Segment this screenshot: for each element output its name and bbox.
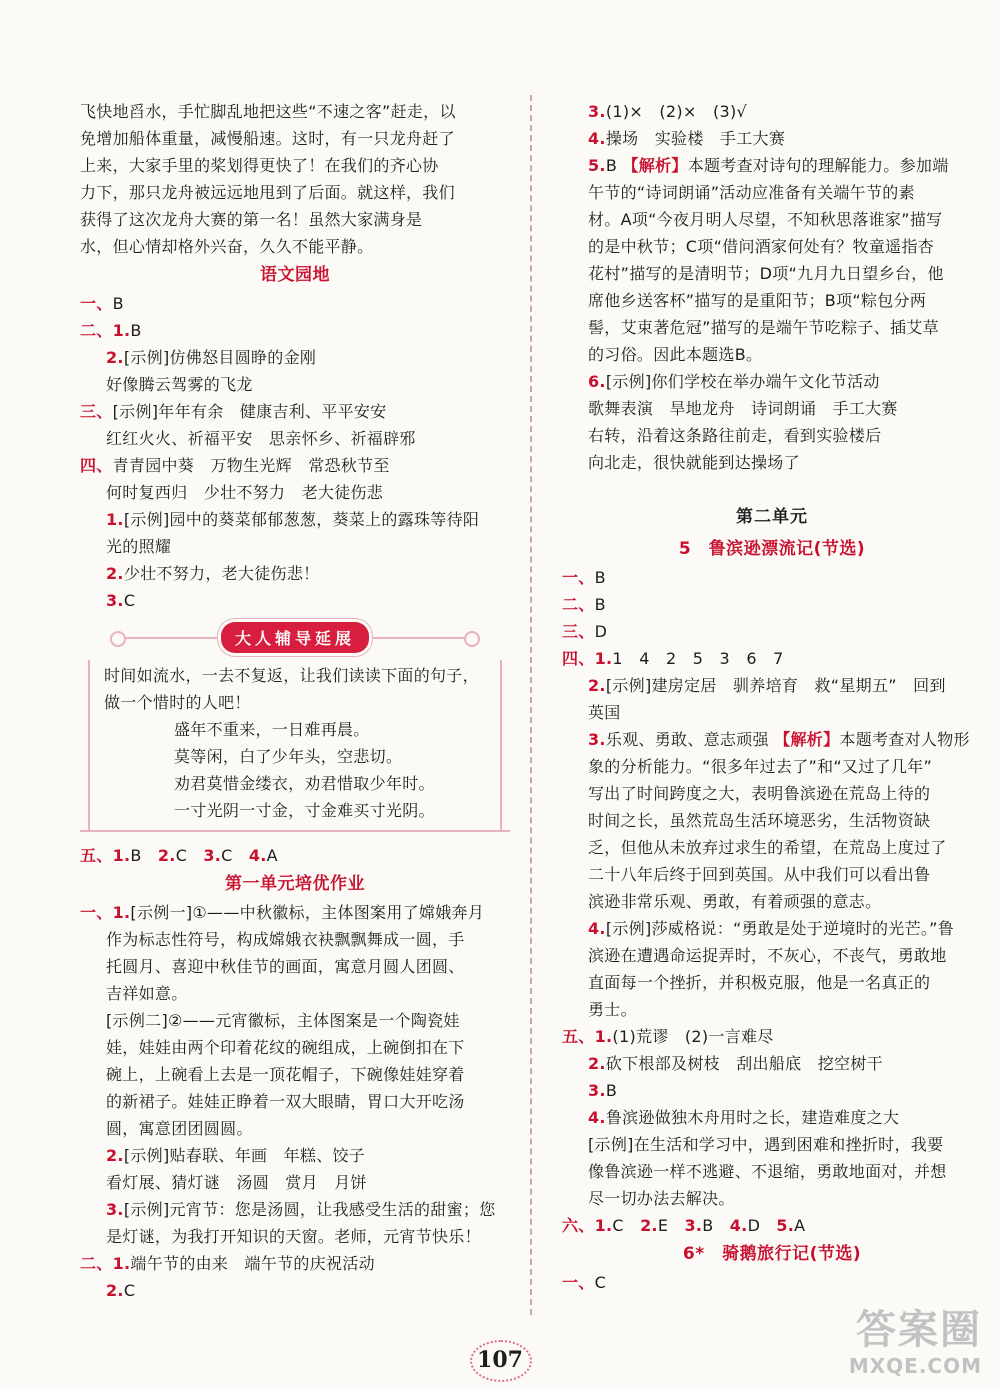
answer-line (80, 1250, 510, 1277)
answer-text: B (594, 595, 606, 614)
question-number: 2. (640, 1216, 658, 1235)
answer-line (562, 125, 982, 152)
answer-text: 青青园中葵 万物生光辉 常恐秋节至 (112, 456, 390, 475)
knot-ornament-icon (464, 631, 480, 647)
answer-text: D (594, 622, 608, 641)
answer-text: B (112, 294, 124, 313)
question-number: 3. (588, 730, 606, 749)
question-number: 二、1. (80, 1254, 131, 1273)
question-number: 2. (106, 348, 124, 367)
analysis-tag: 【解析】 (622, 156, 688, 175)
answer-text: C (123, 591, 136, 610)
answer-line (562, 726, 982, 753)
answer-line (80, 398, 510, 425)
question-number: 1. (106, 510, 124, 529)
question-number: 3. (588, 1081, 606, 1100)
answer-line (80, 1142, 510, 1169)
poem-line: 莫等闲，白了少年头，空悲切。 (174, 747, 403, 766)
answer-continuation: 时间之长，虽然荒岛生活环境恶劣，生活物资缺 (588, 811, 931, 830)
answer-line (562, 1023, 982, 1050)
question-number: 一、 (80, 294, 113, 313)
answer-line (562, 152, 982, 179)
tutor-box (88, 660, 502, 830)
question-number: 2. (106, 564, 124, 583)
answer-text: C (175, 846, 188, 865)
question-number: 二、1. (80, 321, 131, 340)
question-number: 二、 (562, 595, 595, 614)
tutor-box-label: 大人辅导延展 (221, 622, 369, 653)
answer-text: B (702, 1216, 714, 1235)
answer-line (80, 1196, 510, 1223)
answer-text: B (605, 1081, 618, 1100)
answer-line (562, 1212, 982, 1239)
answer-line (562, 915, 982, 942)
answer-text: 1 4 2 5 3 6 7 (612, 649, 784, 668)
answer-text: [示例]园中的葵菜郁郁葱葱，葵菜上的露珠等待阳 (123, 510, 480, 529)
answer-continuation: 英国 (588, 703, 621, 722)
answer-continuation: 写出了时间跨度之大，表明鲁滨逊在荒岛上待的 (588, 784, 931, 803)
answer-line (80, 344, 510, 371)
answer-continuation: 作为标志性符号，构成嫦娥衣袂飘飘舞成一圆，手 (106, 930, 465, 949)
question-number: 3. (588, 102, 606, 121)
answer-text: 端午节的由来 端午节的庆祝活动 (130, 1254, 375, 1273)
answer-line (80, 452, 510, 479)
page-number-text: 107 (477, 1347, 523, 1373)
column-divider (530, 95, 532, 1315)
question-number: 4. (588, 919, 606, 938)
answer-continuation: 歌舞表演 旱地龙舟 诗词朗诵 手工大赛 (588, 399, 898, 418)
essay-continuation (80, 98, 510, 260)
question-number: 4. (729, 1216, 748, 1235)
box-text: 时间如流水，一去不复返，让我们读读下面的句子， (104, 666, 479, 685)
answer-continuation: 材。A项“今夜月明人尽望，不知秋思落谁家”描写 (588, 210, 943, 229)
answer-line (562, 1104, 982, 1131)
question-number: 三、 (562, 622, 595, 641)
answer-line (80, 842, 510, 869)
unit-title: 第二单元 (736, 507, 808, 527)
answer-continuation: 光的照耀 (106, 537, 172, 556)
answer-text: C (123, 1281, 136, 1300)
answer-continuation: 何时复西归 少壮不努力 老大徒伤悲 (106, 483, 384, 502)
answer-text: 本题考查对人物形 (839, 730, 970, 749)
answer-continuation: 象的分析能力。“很多年过去了”和“又过了几年” (588, 757, 933, 776)
essay-line: 水，但心情却格外兴奋，久久不能平静。 (80, 237, 374, 256)
right-column (562, 98, 982, 1296)
analysis-tag: 【解析】 (774, 730, 840, 749)
answer-continuation: 的是中秋节；C项“借问酒家何处有？牧童遥指杏 (588, 237, 935, 256)
answer-text: [示例]建房定居 驯养培育 救“星期五” 回到 (605, 676, 946, 695)
watermark-logo-text: 答案圈 (856, 1307, 982, 1353)
answer-text: C (594, 1273, 607, 1292)
answer-line (80, 560, 510, 587)
question-number: 一、 (562, 568, 595, 587)
answer-continuation: 好像腾云驾雾的飞龙 (106, 375, 253, 394)
answer-text: [示例]仿佛怒目圆睁的金刚 (123, 348, 317, 367)
answer-continuation: 是灯谜，为我打开知识的天窗。老师，元宵节快乐！ (106, 1227, 481, 1246)
question-number: 2. (588, 1054, 606, 1073)
answer-continuation: 勇士。 (588, 1000, 637, 1019)
question-number: 五、1. (562, 1027, 613, 1046)
question-number: 2. (106, 1281, 124, 1300)
knot-ornament-icon (110, 631, 126, 647)
answer-line: [示例二]②——元宵徽标，主体图案是一个陶瓷娃 (106, 1011, 460, 1030)
question-number: 3. (106, 1200, 124, 1219)
answer-line (562, 368, 982, 395)
question-number: 2. (157, 846, 176, 865)
answer-text: C (612, 1216, 624, 1235)
answer-continuation: 碗上，上碗看上去是一顶花帽子，下碗像娃娃穿着 (106, 1065, 465, 1084)
answer-line (562, 645, 982, 672)
answer-text: B (130, 846, 142, 865)
question-number: 2. (106, 1146, 124, 1165)
essay-line: 获得了这次龙舟大赛的第一名！虽然大家满身是 (80, 210, 423, 229)
answer-continuation: 乏，但他从未放弃过求生的希望，在荒岛上度过了 (588, 838, 947, 857)
watermark-url: MXQE.COM (848, 1354, 982, 1378)
answer-text: 乐观、勇敢、意志顽强 (605, 730, 775, 749)
answer-line (80, 587, 510, 614)
answer-line (562, 1269, 982, 1296)
answer-line (562, 564, 982, 591)
answer-text: 操场 实验楼 手工大赛 (605, 129, 786, 148)
answer-text: B (594, 568, 606, 587)
answer-text: [示例一]①——中秋徽标，主体图案用了嫦娥奔月 (130, 903, 485, 922)
answer-continuation: 花村”描写的是清明节；D项“九月九日望乡台，他 (588, 264, 944, 283)
answer-line (80, 290, 510, 317)
answer-line (80, 899, 510, 926)
answer-continuation: 尽一切办法去解决。 (588, 1189, 735, 1208)
answer-text: A (266, 846, 278, 865)
essay-line: 上来，大家手里的桨划得更快了！在我们的齐心协 (80, 156, 439, 175)
answer-continuation: 娃，娃娃由两个印着花纹的碗组成，上碗倒扣在下 (106, 1038, 465, 1057)
essay-line: 力下，那只龙舟被远远地甩到了后面。就这样，我们 (80, 183, 455, 202)
answer-continuation: [示例]在生活和学习中，遇到困难和挫折时，我要 (588, 1135, 944, 1154)
question-number: 一、1. (80, 903, 131, 922)
answer-line (80, 506, 510, 533)
question-number: 三、 (80, 402, 113, 421)
question-number: 5. (588, 156, 606, 175)
answer-text: 本题考查对诗句的理解能力。参加端 (687, 156, 949, 175)
answer-text: D (747, 1216, 761, 1235)
answer-continuation: 的新裙子。娃娃正睁着一双大眼睛，胃口大开吃汤 (106, 1092, 465, 1111)
answer-continuation: 直面每一个挫折，并积极克服，他是一名真正的 (588, 973, 931, 992)
answer-text: [示例]贴春联、年画 年糕、饺子 (123, 1146, 366, 1165)
question-number: 四、 (80, 456, 113, 475)
answer-text: 砍下根部及树枝 刮出船底 挖空树干 (605, 1054, 883, 1073)
left-column (80, 98, 510, 1304)
answer-continuation: 髻，艾束著危冠”描写的是端午节吃粽子、插艾草 (588, 318, 939, 337)
answer-line (562, 1077, 982, 1104)
question-number: 6. (588, 372, 606, 391)
box-text: 做一个惜时的人吧！ (104, 693, 251, 712)
question-number: 五、1. (80, 846, 131, 865)
answer-continuation: 的习俗。因此本题选B。 (588, 345, 763, 364)
lesson-title-5: 5 鲁滨逊漂流记(节选) (678, 539, 866, 559)
answer-continuation: 午节的“诗词朗诵”活动应准备有关端午节的素 (588, 183, 915, 202)
tutor-box-header (80, 618, 510, 658)
answer-continuation: 滨逊在遭遇命运捉弄时，不灰心，不丧气，勇敢地 (588, 946, 947, 965)
answer-continuation: 红红火火、祈福平安 思亲怀乡、祈福辟邪 (106, 429, 416, 448)
question-number: 4. (588, 129, 606, 148)
section-title-yuwen: 语文园地 (260, 265, 330, 285)
question-number: 四、1. (562, 649, 613, 668)
answer-continuation: 看灯展、猜灯谜 汤圆 赏月 月饼 (106, 1173, 367, 1192)
answer-continuation: 二十八年后终于回到英国。从中我们可以看出鲁 (588, 865, 931, 884)
question-number: 一、 (562, 1273, 595, 1292)
answer-continuation: 圆，寓意团团圆圆。 (106, 1119, 253, 1138)
answer-text: [示例]你们学校在举办端午文化节活动 (605, 372, 880, 391)
question-number: 5. (776, 1216, 795, 1235)
answer-line (562, 98, 982, 125)
answer-line (562, 1050, 982, 1077)
essay-line: 免增加船体重量，减慢船速。这时，有一只龙舟赶了 (80, 129, 455, 148)
watermark (812, 1306, 982, 1382)
answer-line (80, 1277, 510, 1304)
poem-line: 一寸光阴一寸金，寸金难买寸光阴。 (174, 801, 435, 820)
answer-continuation: 右转，沿着这条路往前走，看到实验楼后 (588, 426, 882, 445)
essay-line: 飞快地舀水，手忙脚乱地把这些“不速之客”赶走，以 (80, 102, 456, 121)
lesson-title-6: 6* 骑鹅旅行记(节选) (682, 1244, 862, 1264)
answer-line (562, 618, 982, 645)
section-title-peiyou: 第一单元培优作业 (225, 874, 365, 894)
answer-text: [示例]莎威格说：“勇敢是处于逆境时的光芒。”鲁 (605, 919, 955, 938)
question-number: 3. (106, 591, 124, 610)
answer-continuation: 托圆月、喜迎中秋佳节的画面，寓意月圆人团圆、 (106, 957, 465, 976)
answer-text: E (657, 1216, 669, 1235)
answer-continuation: 吉祥如意。 (106, 984, 188, 1003)
question-number: 4. (248, 846, 267, 865)
answer-text: C (221, 846, 233, 865)
answer-continuation: 席他乡送客杯”描写的是重阳节；B项“粽包分两 (588, 291, 927, 310)
answer-text: B (605, 156, 623, 175)
answer-continuation: 像鲁滨逊一样不逃避、不退缩，勇敢地面对，并想 (588, 1162, 947, 1181)
question-number: 2. (588, 676, 606, 695)
answer-continuation: 滨逊非常乐观、勇敢，有着顽强的意志。 (588, 892, 882, 911)
answer-continuation: 向北走，很快就能到达操场了 (588, 453, 800, 472)
answer-text: A (794, 1216, 806, 1235)
answer-text: (1)荒谬 (2)一言难尽 (612, 1027, 774, 1046)
poem-line: 盛年不重来，一日难再晨。 (174, 720, 370, 739)
question-number: 3. (203, 846, 222, 865)
poem-line: 劝君莫惜金缕衣，劝君惜取少年时。 (174, 774, 435, 793)
answer-text: 少壮不努力，老大徒伤悲！ (123, 564, 320, 583)
answer-text: (1)× (2)× (3)√ (605, 102, 748, 121)
question-number: 4. (588, 1108, 606, 1127)
spacer (562, 476, 982, 502)
answer-line (562, 672, 982, 699)
question-number: 六、1. (562, 1216, 613, 1235)
tutor-box-footer (80, 830, 510, 838)
answer-line (80, 317, 510, 344)
answer-text: 鲁滨逊做独木舟用时之长，建造难度之大 (605, 1108, 900, 1127)
answer-text: B (130, 321, 142, 340)
answer-line (562, 591, 982, 618)
answer-text: [示例]元宵节：您是汤圆，让我感受生活的甜蜜；您 (123, 1200, 496, 1219)
answer-text: [示例]年年有余 健康吉利、平平安安 (112, 402, 387, 421)
question-number: 3. (684, 1216, 703, 1235)
page-number (468, 1340, 532, 1380)
